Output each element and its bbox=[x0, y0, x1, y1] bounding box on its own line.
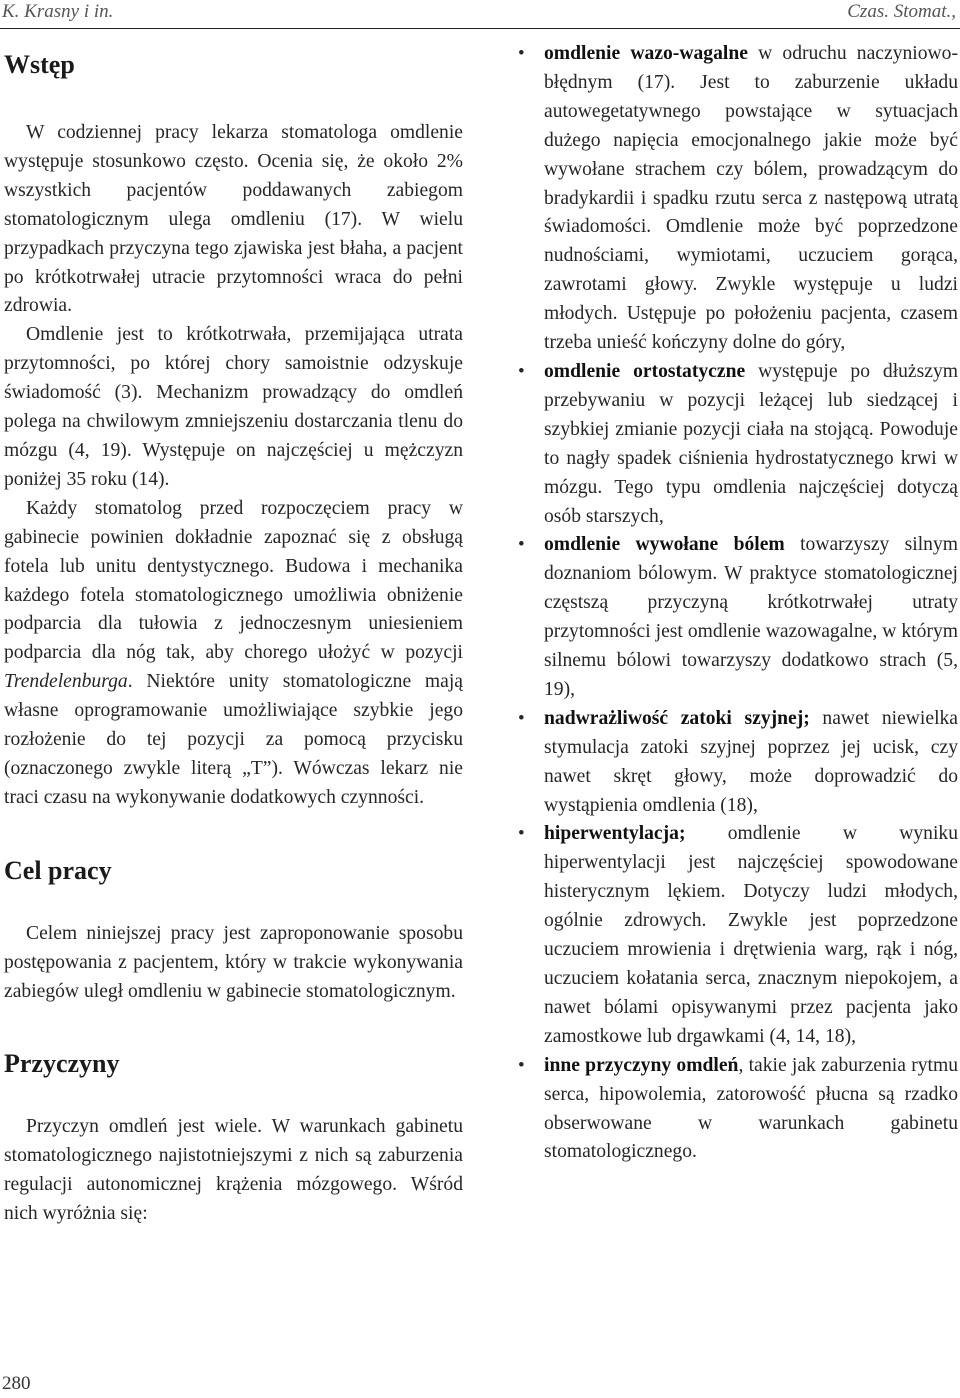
bullet-icon: • bbox=[518, 360, 525, 382]
bullet-icon: • bbox=[518, 823, 525, 845]
intro-paragraph-3 bbox=[4, 495, 463, 813]
causes-paragraph: Przyczyn omdleń jest wiele. W warunkach gabinetu stomatologicznego najistotniejszymi z nich są zaburzenia regulacji autonomicznej krążenia mózgowego. Wśród nich wyróżnia się: bbox=[4, 1116, 463, 1225]
running-head bbox=[0, 0, 960, 24]
right-column bbox=[516, 40, 958, 1167]
section-title-intro: Wstęp bbox=[4, 50, 75, 79]
list-item bbox=[516, 358, 958, 531]
list-item bbox=[516, 1052, 958, 1168]
list-item-text: nawet niewielka stymulacja zatoki szyjnej poprzez jej ucisk, czy nawet skręt głowy, może doprowadzić do wystąpienia omdlenia (18), bbox=[544, 707, 959, 816]
list-item-text: , takie jak zaburzenia rytmu serca, hipowolemia, zatorowość płucna są rzadko obserwowane w warunkach gabinetu stomatologicznego. bbox=[544, 1054, 958, 1163]
page-number: 280 bbox=[2, 1373, 31, 1394]
intro-paragraph-3-start: Każdy stomatolog przed rozpoczęciem pracy w gabinecie powinien dokładnie zapoznać się z obsługą fotela lub unitu dentystycznego. Budowa i mechanika każdego fotela stomatologicznego umożliwia obniżenie podparcia dla tułowia z jednoczesnym uniesieniem podparcia dla nóg tak, aby chorego ułożyć w pozycji bbox=[4, 497, 463, 664]
intro-paragraph-1: W codziennej pracy lekarza stomatologa omdlenie występuje stosunkowo często. Ocenia się, że około 2% wszystkich pacjentów poddawanych zabiegom stomatologicznym ulega omdleniu (17). W wielu przypadkach przyczyna tego zjawiska jest błaha, a pacjent po krótkotrwałej utracie przytomności wraca do pełni zdrowia. bbox=[4, 122, 463, 317]
list-item-text: w odruchu naczyniowo-błędnym (17). Jest to zaburzenie układu autowegetatywnego powstające w sytuacjach dużego napięcia emocjonalnego jakie może być wywołane strachem czy bólem, prowadzącym do bradykardii i spadku rzutu serca z następową utratą świadomości. Omdlenie może być poprzedzone nudnościami, wymiotami, uczuciem gorąca, zawrotami głowy. Zwykle występuje u ludzi młodych. Ustępuje po położeniu pacjenta, czasem trzeba unieść kończyny dolne do góry, bbox=[544, 43, 958, 354]
list-item-term: omdlenie wazo-wagalne bbox=[544, 43, 748, 64]
running-head-authors: K. Krasny i in. bbox=[2, 1, 114, 22]
left-column bbox=[4, 40, 463, 1229]
causes-list bbox=[516, 40, 958, 1167]
bullet-icon: • bbox=[518, 707, 525, 729]
list-item-term: omdlenie ortostatyczne bbox=[544, 360, 746, 382]
list-item-term: inne przyczyny omdleń bbox=[544, 1054, 739, 1076]
list-item-term: hiperwentylacja; bbox=[544, 823, 686, 845]
bullet-icon: • bbox=[518, 1054, 525, 1076]
list-item bbox=[516, 705, 958, 821]
section-title-causes: Przyczyny bbox=[4, 1049, 120, 1079]
running-head-journal: Czas. Stomat., bbox=[847, 1, 956, 22]
list-item-text: omdlenie w wyniku hiperwentylacji jest najczęściej spowodowane histerycznym lękiem. Dotyczy ludzi młodych, ogólnie zdrowych. Zwykle jest poprzedzone uczuciem mrowienia i drętwienia warg, rąk i nóg, uczuciem kołatania serca, znacznym niepokojem, a nawet bólami opisywanymi przez pacjenta jako zamostkowe lub drgawkami (4, 14, 18), bbox=[544, 823, 958, 1047]
list-item-term: nadwrażliwość zatoki szyjnej; bbox=[544, 707, 810, 729]
section-title-aim: Cel pracy bbox=[4, 855, 112, 885]
intro-paragraph-3-end: . Niektóre unity stomatologiczne mają własne oprogramowanie umożliwiające szybkie jego rozłożenie do tej pozycji za pomocą przycisku (oznaczonego zwykle literą „T”). Wówczas lekarz nie traci czasu na wykonywanie dodatkowych czynności. bbox=[4, 671, 463, 808]
list-item bbox=[516, 820, 958, 1051]
header-rule bbox=[0, 28, 960, 29]
intro-paragraph-2: Omdlenie jest to krótkotrwała, przemijająca utrata przytomności, po której chory samoistnie odzyskuje świadomość (3). Mechanizm prowadzący do omdleń polega na chwilowym zmniejszeniu dostarczania tlenu do mózgu (4, 19). Występuje on najczęściej u mężczyzn poniżej 35 roku (14). bbox=[4, 324, 463, 490]
list-item-text: występuje po dłuższym przebywaniu w pozycji leżącej lub siedzącej i szybkiej zmianie pozycji ciała na stojącą. Powoduje to nagły spadek ciśnienia hydrostatycznego krwi w mózgu. Tego typu omdlenia najczęściej dotyczą osób starszych, bbox=[544, 360, 958, 527]
aim-paragraph: Celem niniejszej pracy jest zaproponowanie sposobu postępowania z pacjentem, który w trakcie wykonywania zabiegów uległ omdleniu w gabinecie stomatologicznym. bbox=[4, 922, 463, 1002]
list-item bbox=[516, 40, 958, 358]
list-item-text: towarzyszy silnym doznaniom bólowym. W praktyce stomatologicznej częstszą przyczyną krótkotrwałej utraty przytomności jest omdlenie wazowagalne, w którym silnemu bólowi towarzyszy dodatkowo strach (5, 19), bbox=[544, 534, 958, 700]
term-trendelenburg: Trendelenburga bbox=[4, 671, 128, 693]
list-item-term: omdlenie wywołane bólem bbox=[544, 534, 785, 556]
bullet-icon: • bbox=[518, 43, 525, 64]
list-item bbox=[516, 531, 958, 704]
bullet-icon: • bbox=[518, 534, 525, 556]
